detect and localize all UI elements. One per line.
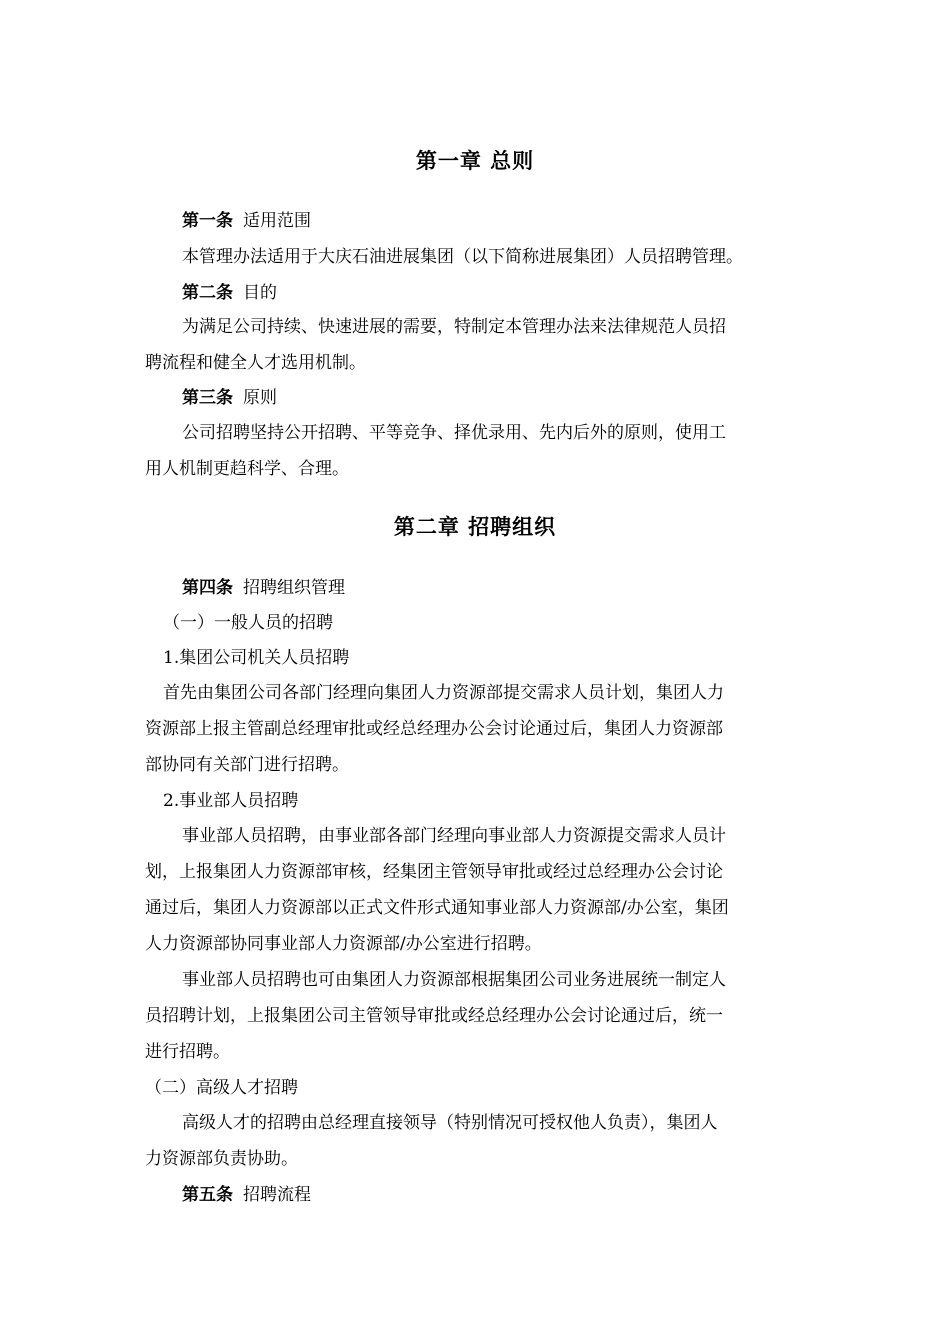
item-2-heading: 2.事业部人员招聘: [163, 791, 299, 811]
article-2-text-line1: 为满足公司持续、快速进展的需要，特制定本管理办法来法律规范人员招: [182, 317, 726, 337]
article-2-heading: [182, 282, 277, 304]
senior-talent-text-line1: 高级人才的招聘由总经理直接领导（特别情况可授权他人负责），集团人: [182, 1113, 718, 1133]
senior-talent-text-line2: 力资源部负责协助。: [145, 1149, 298, 1169]
article-5-label: 第五条: [182, 1185, 233, 1205]
item-1-text-line1: 首先由集团公司各部门经理向集团人力资源部提交需求人员计划，集团人力: [163, 683, 724, 703]
item-2-para2-line3: 进行招聘。: [145, 1042, 230, 1062]
item-2-para2-line2: 员招聘计划，上报集团公司主管领导审批或经总经理办公会讨论通过后，统一: [145, 1006, 723, 1026]
article-4-name: 招聘组织管理: [243, 578, 345, 598]
item-1-text-line3: 部协同有关部门进行招聘。: [145, 755, 349, 775]
article-4-heading: [182, 577, 345, 599]
item-2-para1-line4: 人力资源部协同事业部人力资源部/办公室进行招聘。: [145, 934, 542, 954]
article-3-text-line1: 公司招聘坚持公开招聘、平等竞争、择优录用、先内后外的原则，使用工: [182, 423, 726, 443]
item-1-heading: 1.集团公司机关人员招聘: [163, 648, 350, 668]
article-3-text-line2: 用人机制更趋科学、合理。: [145, 459, 349, 479]
item-2-para1-line1: 事业部人员招聘，由事业部各部门经理向事业部人力资源提交需求人员计: [182, 826, 726, 846]
article-5-heading: [182, 1184, 311, 1206]
chapter-1-title: 第一章 总则: [415, 148, 535, 173]
article-3-name: 原则: [243, 388, 277, 408]
article-1-name: 适用范围: [243, 211, 311, 231]
article-2-name: 目的: [243, 283, 277, 303]
item-1-text-line2: 资源部上报主管副总经理审批或经总经理办公会讨论通过后，集团人力资源部: [145, 719, 723, 739]
section-general-staff: （一）一般人员的招聘: [163, 613, 333, 633]
article-4-label: 第四条: [182, 578, 233, 598]
article-5-name: 招聘流程: [243, 1185, 311, 1205]
item-2-para1-line3: 通过后，集团人力资源部以正式文件形式通知事业部人力资源部/办公室，集团: [145, 898, 729, 918]
article-1-label: 第一条: [182, 211, 233, 231]
item-2-para1-line2: 划，上报集团人力资源部审核，经集团主管领导审批或经过总经理办公会讨论: [145, 862, 723, 882]
article-1-text: 本管理办法适用于大庆石油进展集团（以下简称进展集团）人员招聘管理。: [182, 247, 743, 267]
article-2-label: 第二条: [182, 283, 233, 303]
article-2-text-line2: 聘流程和健全人才选用机制。: [145, 353, 366, 373]
section-senior-talent: （二）高级人才招聘: [145, 1078, 298, 1098]
article-3-label: 第三条: [182, 388, 233, 408]
article-1-heading: [182, 210, 311, 232]
chapter-2-title: 第二章 招聘组织: [393, 514, 557, 539]
item-2-para2-line1: 事业部人员招聘也可由集团人力资源部根据集团公司业务进展统一制定人: [182, 970, 726, 990]
article-3-heading: [182, 387, 277, 409]
